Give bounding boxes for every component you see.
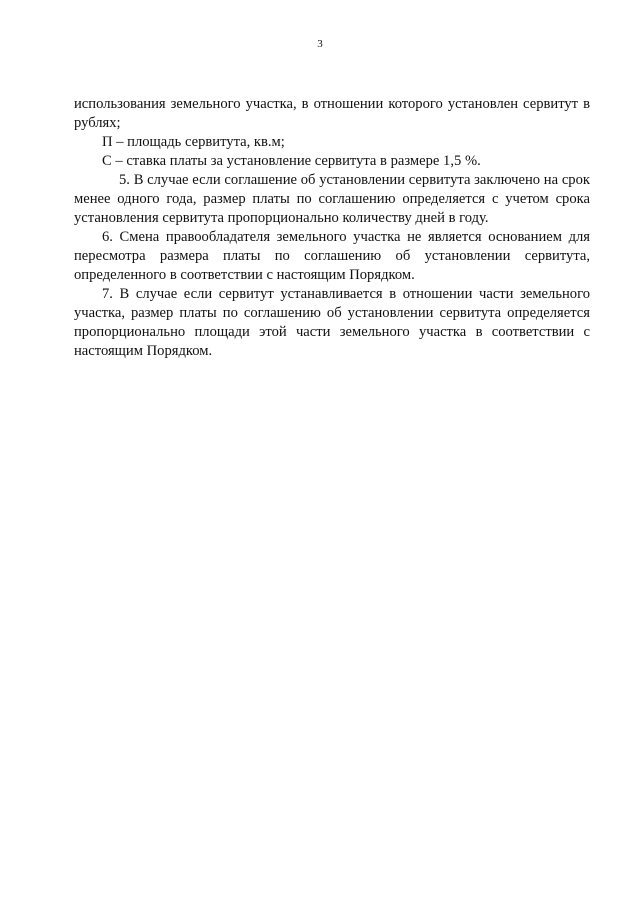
paragraph-continuation: использования земельного участка, в отношении которого установлен сервитут в рублях; — [74, 96, 590, 131]
paragraph-area-definition: П – площадь сервитута, кв.м; — [102, 134, 285, 150]
document-body — [74, 95, 590, 361]
paragraph-item-5: 5. В случае если соглашение об установлении сервитута заключено на срок менее одного года, размер платы по соглашению определяется с учетом срока установления сервитута пропорционально количеству дней в году. — [74, 172, 590, 226]
paragraph-item-7: 7. В случае если сервитут устанавливается в отношении части земельного участка, размер платы по соглашению об установлении сервитута определяется пропорционально площади этой части земельного участка в соответствии с настоящим Порядком. — [74, 286, 590, 359]
page-number: 3 — [317, 38, 323, 50]
paragraph-rate-definition: С – ставка платы за установление сервитута в размере 1,5 %. — [102, 153, 481, 169]
paragraph-item-6: 6. Смена правообладателя земельного участка не является основанием для пересмотра размера платы по соглашению об установлении сервитута, определенного в соответствии с настоящим Порядком. — [74, 229, 590, 283]
